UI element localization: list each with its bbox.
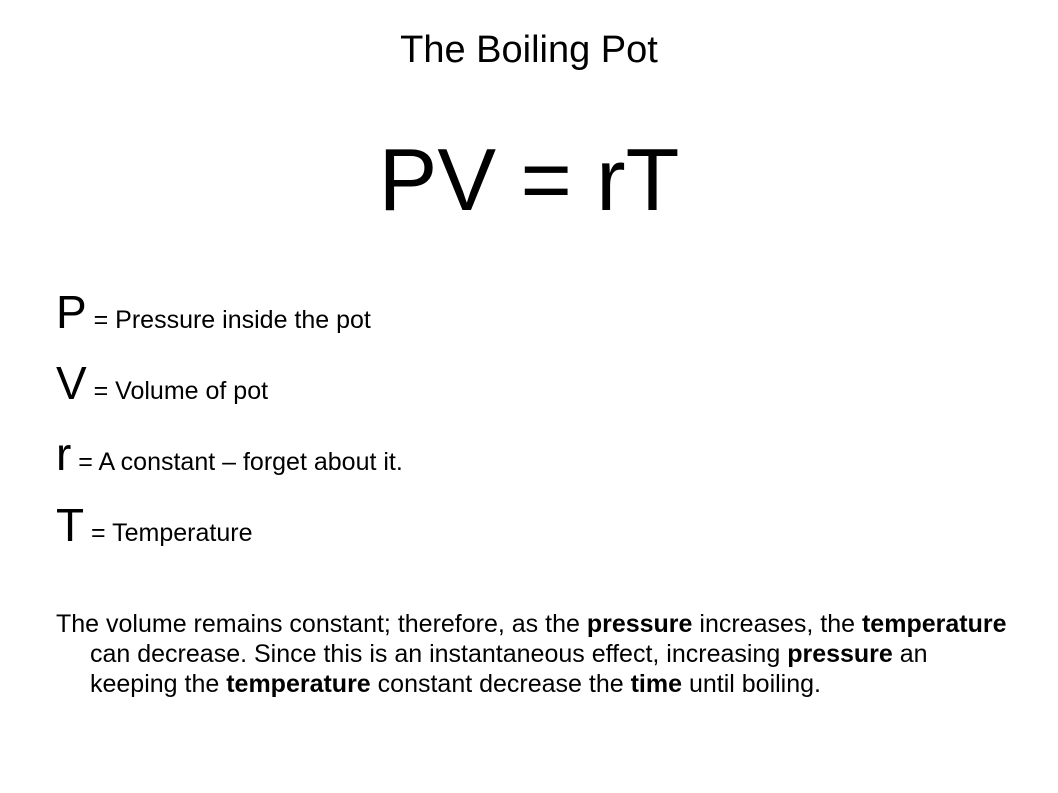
paragraph-text: increases, the [692, 610, 862, 638]
definition-item [56, 286, 1016, 357]
definition-text: = Pressure inside the pot [86, 306, 371, 334]
definition-symbol: r [56, 428, 72, 480]
definition-text: = Volume of pot [86, 377, 269, 405]
slide-title: The Boiling Pot [400, 29, 658, 71]
paragraph-text: until boiling. [682, 670, 821, 698]
paragraph-text: can decrease. Since this is an instantaneous effect, increasing [90, 640, 788, 668]
paragraph-bold-text: temperature [861, 610, 1007, 638]
definition-symbol: P [56, 286, 87, 338]
paragraph-text: The volume remains constant; therefore, as the [56, 610, 587, 638]
explanation-paragraph [56, 609, 1020, 699]
definition-symbol: V [56, 357, 87, 409]
paragraph-bold-text: pressure [586, 610, 693, 638]
equation: PV = rT [378, 130, 680, 229]
paragraph-bold-text: temperature [226, 670, 371, 698]
definition-text: = A constant – forget about it. [71, 448, 403, 476]
paragraph-bold-text: pressure [787, 640, 893, 668]
paragraph-text: constant decrease the [370, 670, 631, 698]
definition-text: = Temperature [84, 519, 253, 547]
definition-item [56, 428, 1016, 499]
definition-symbol: T [56, 499, 85, 551]
definitions-list [56, 286, 1016, 570]
paragraph-text: an keeping the [90, 640, 928, 698]
definition-item [56, 357, 1016, 428]
definition-item [56, 499, 1016, 570]
paragraph-bold-text: time [630, 670, 683, 698]
